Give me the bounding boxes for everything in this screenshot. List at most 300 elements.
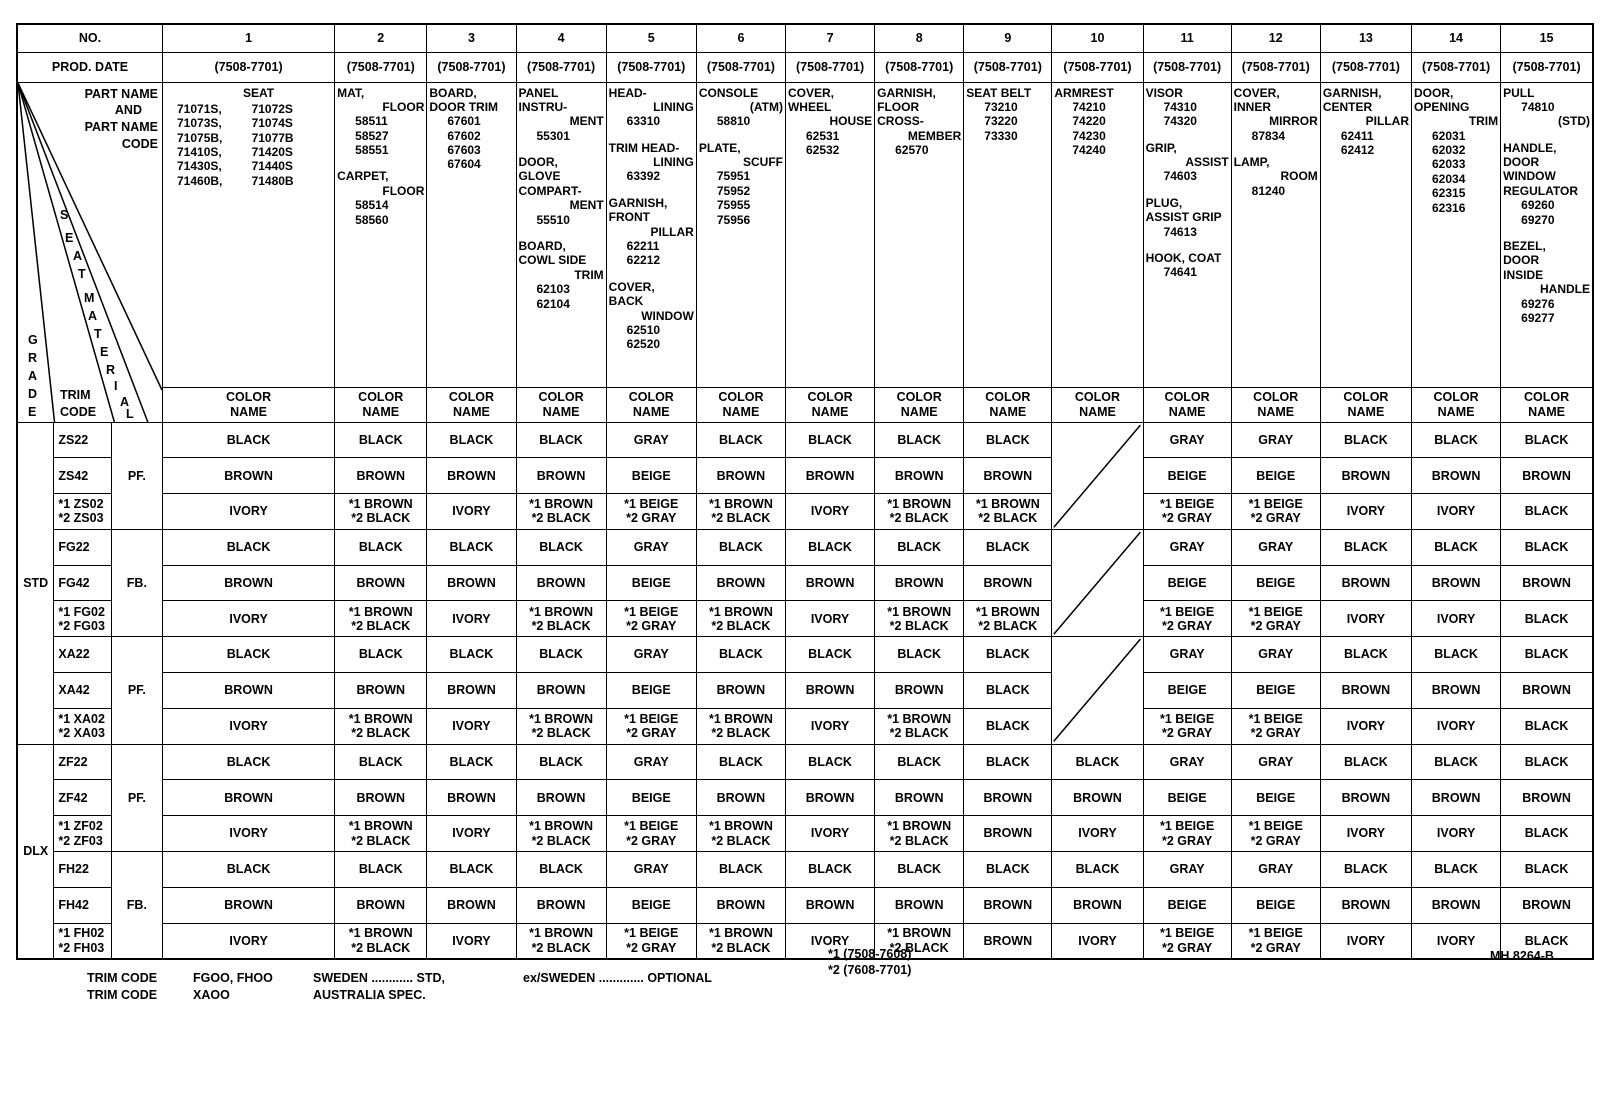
color-cell: BLACK	[1501, 744, 1593, 780]
color-cell: *1 BROWN *2 BLACK	[516, 816, 606, 852]
grade-cell: STD	[17, 422, 54, 744]
col-no: 2	[335, 24, 427, 52]
color-cell: IVORY	[1320, 816, 1411, 852]
seat-material-cell: PF.	[111, 744, 162, 851]
color-cell: BLACK	[335, 744, 427, 780]
color-name-header: COLOR NAME	[516, 387, 606, 422]
color-cell: BLACK	[1501, 816, 1593, 852]
color-cell: BROWN	[1412, 887, 1501, 923]
table-row	[17, 673, 1593, 709]
color-cell: BLACK	[875, 529, 964, 565]
color-cell: BROWN	[516, 458, 606, 494]
color-cell: BROWN	[785, 780, 874, 816]
part-col-12: COVER, INNER MIRROR 87834 LAMP, ROOM 81240	[1231, 82, 1320, 387]
trim-code-cell: *1 XA02 *2 XA03	[54, 708, 111, 744]
color-cell: BLACK	[696, 637, 785, 673]
color-cell: BLACK	[964, 637, 1052, 673]
col-date: (7508-7701)	[785, 52, 874, 82]
australia-note: AUSTRALIA SPEC.	[313, 988, 426, 1002]
prod-date-row	[17, 52, 1593, 82]
color-cell: BLACK	[1412, 529, 1501, 565]
color-cell: IVORY	[785, 816, 874, 852]
color-cell: BROWN	[163, 673, 335, 709]
color-cell: IVORY	[785, 601, 874, 637]
color-cell: BROWN	[516, 673, 606, 709]
color-cell: BLACK	[875, 637, 964, 673]
color-cell: IVORY	[163, 601, 335, 637]
trim-code-cell: FG42	[54, 565, 111, 601]
part-col-7: COVER, WHEEL HOUSE 62531 62532	[785, 82, 874, 387]
color-cell: BROWN	[875, 673, 964, 709]
color-cell: GRAY	[606, 529, 696, 565]
color-cell: BROWN	[1501, 887, 1593, 923]
color-cell: IVORY	[1412, 601, 1501, 637]
color-cell: *1 BEIGE *2 GRAY	[606, 708, 696, 744]
color-cell: BEIGE	[1143, 780, 1231, 816]
color-cell: IVORY	[1320, 494, 1411, 530]
trim-code-cell: *1 FG02 *2 FG03	[54, 601, 111, 637]
color-cell: IVORY	[163, 494, 335, 530]
color-cell: *1 BROWN *2 BLACK	[696, 494, 785, 530]
color-cell: IVORY	[427, 708, 516, 744]
color-cell: IVORY	[785, 708, 874, 744]
color-cell: *1 BEIGE *2 GRAY	[1231, 816, 1320, 852]
color-cell: BROWN	[875, 565, 964, 601]
color-name-header: COLOR NAME	[1320, 387, 1411, 422]
color-cell: BEIGE	[1143, 887, 1231, 923]
color-cell: GRAY	[606, 637, 696, 673]
color-cell: *1 BROWN *2 BLACK	[875, 708, 964, 744]
color-cell: BROWN	[1501, 458, 1593, 494]
color-cell: BLACK	[964, 422, 1052, 458]
color-cell: GRAY	[1143, 529, 1231, 565]
color-cell: BLACK	[1501, 494, 1593, 530]
color-cell: BEIGE	[1231, 673, 1320, 709]
color-cell: BLACK	[785, 529, 874, 565]
trim-code-cell: *1 ZS02 *2 ZS03	[54, 494, 111, 530]
table-row	[17, 637, 1593, 673]
color-cell: BLACK	[427, 529, 516, 565]
color-cell: BROWN	[964, 887, 1052, 923]
color-cell: GRAY	[606, 852, 696, 888]
part-col-11: VISOR 74310 74320 GRIP, ASSIST 74603 PLUG, ASSIST GRIP 74613 HOOK, COAT 74641	[1143, 82, 1231, 387]
color-cell: BEIGE	[606, 565, 696, 601]
table-row	[17, 601, 1593, 637]
col-no: 9	[964, 24, 1052, 52]
color-cell: *1 BROWN *2 BLACK	[516, 708, 606, 744]
sweden-note: SWEDEN ............ STD,	[313, 971, 445, 985]
col-no: 8	[875, 24, 964, 52]
color-cell: BEIGE	[606, 887, 696, 923]
table-row	[17, 529, 1593, 565]
seat-material-letter: M	[84, 290, 95, 305]
color-cell: BEIGE	[1143, 565, 1231, 601]
color-name-row	[17, 387, 1593, 422]
color-cell: BLACK	[696, 852, 785, 888]
color-cell: BROWN	[696, 887, 785, 923]
col-date: (7508-7701)	[1231, 52, 1320, 82]
color-cell: BROWN	[335, 780, 427, 816]
color-cell: BEIGE	[1231, 458, 1320, 494]
color-cell: IVORY	[1052, 923, 1143, 959]
color-cell: GRAY	[1143, 637, 1231, 673]
header-corner	[17, 82, 163, 422]
color-cell: BROWN	[1052, 887, 1143, 923]
color-cell: *1 BROWN *2 BLACK	[335, 816, 427, 852]
color-cell: GRAY	[1231, 637, 1320, 673]
color-cell: BROWN	[696, 565, 785, 601]
col-date: (7508-7701)	[696, 52, 785, 82]
col-no: 1	[163, 24, 335, 52]
color-cell: BROWN	[964, 780, 1052, 816]
color-cell: *1 BEIGE *2 GRAY	[606, 601, 696, 637]
grade-letter: D	[28, 386, 38, 401]
trim-code-cell: ZF22	[54, 744, 111, 780]
color-cell: *1 BROWN *2 BLACK	[516, 923, 606, 959]
color-cell: BLACK	[427, 852, 516, 888]
col-no: 11	[1143, 24, 1231, 52]
part-name-label-2: PART NAME	[84, 119, 158, 134]
color-cell: BROWN	[163, 887, 335, 923]
color-name-header: COLOR NAME	[1052, 387, 1143, 422]
color-cell: IVORY	[163, 708, 335, 744]
col-no: 14	[1412, 24, 1501, 52]
color-cell: BLACK	[335, 852, 427, 888]
trim-code-cell: XA42	[54, 673, 111, 709]
color-cell: *1 BROWN *2 BLACK	[696, 923, 785, 959]
color-cell: BROWN	[696, 673, 785, 709]
color-cell: *1 BROWN *2 BLACK	[335, 601, 427, 637]
color-cell: GRAY	[1143, 422, 1231, 458]
color-cell: BROWN	[1320, 565, 1411, 601]
col-date: (7508-7701)	[335, 52, 427, 82]
col-date: (7508-7701)	[1143, 52, 1231, 82]
prod-date-label: PROD. DATE	[17, 52, 163, 82]
color-cell: BLACK	[964, 744, 1052, 780]
color-cell: BROWN	[516, 780, 606, 816]
color-cell: *1 BEIGE *2 GRAY	[606, 923, 696, 959]
color-cell: *1 BROWN *2 BLACK	[516, 601, 606, 637]
color-cell: *1 BEIGE *2 GRAY	[1143, 923, 1231, 959]
color-cell: IVORY	[1320, 601, 1411, 637]
color-name-header: COLOR NAME	[1501, 387, 1593, 422]
part-col-8: GARNISH, FLOOR CROSS- MEMBER 62570	[875, 82, 964, 387]
color-cell: BROWN	[427, 565, 516, 601]
color-cell: BLACK	[696, 422, 785, 458]
color-cell: IVORY	[1052, 816, 1143, 852]
color-cell: BROWN	[1412, 673, 1501, 709]
number-row	[17, 24, 1593, 52]
color-cell: BROWN	[1320, 887, 1411, 923]
color-name-header: COLOR NAME	[335, 387, 427, 422]
grade-letter: R	[28, 350, 38, 365]
color-cell: BLACK	[964, 673, 1052, 709]
table-row	[17, 458, 1593, 494]
color-cell: *1 BROWN *2 BLACK	[335, 708, 427, 744]
seat-material-letter: T	[78, 266, 86, 281]
color-cell: BEIGE	[1231, 565, 1320, 601]
color-cell: BEIGE	[1231, 780, 1320, 816]
table-row	[17, 422, 1593, 458]
ex-sweden-note: ex/SWEDEN ............. OPTIONAL	[523, 971, 712, 985]
not-applicable-cell	[1052, 422, 1143, 529]
table-row	[17, 816, 1593, 852]
color-cell: *1 BEIGE *2 GRAY	[1143, 816, 1231, 852]
color-cell: BLACK	[1501, 601, 1593, 637]
col-no: 12	[1231, 24, 1320, 52]
color-cell: BLACK	[1320, 637, 1411, 673]
color-cell: BROWN	[785, 458, 874, 494]
color-cell: *1 BROWN *2 BLACK	[696, 816, 785, 852]
color-cell: *1 BROWN *2 BLACK	[875, 601, 964, 637]
color-cell: BROWN	[875, 887, 964, 923]
not-applicable-cell	[1052, 637, 1143, 744]
color-cell: IVORY	[1320, 708, 1411, 744]
color-cell: BROWN	[964, 923, 1052, 959]
seat-material-cell: FB.	[111, 529, 162, 636]
color-cell: GRAY	[1231, 852, 1320, 888]
color-cell: BLACK	[1501, 923, 1593, 959]
color-cell: BLACK	[163, 744, 335, 780]
trim-code-cell: ZS42	[54, 458, 111, 494]
color-cell: BROWN	[335, 887, 427, 923]
color-cell: IVORY	[1412, 816, 1501, 852]
color-cell: *1 BROWN *2 BLACK	[964, 494, 1052, 530]
seat-material-cell: PF.	[111, 422, 162, 529]
color-name-header: COLOR NAME	[427, 387, 516, 422]
color-cell: BROWN	[1412, 458, 1501, 494]
col-date: (7508-7701)	[163, 52, 335, 82]
col-date: (7508-7701)	[606, 52, 696, 82]
color-cell: BLACK	[163, 852, 335, 888]
table-row	[17, 887, 1593, 923]
color-cell: GRAY	[606, 422, 696, 458]
color-cell: BEIGE	[1143, 673, 1231, 709]
color-cell: IVORY	[427, 601, 516, 637]
seat-material-letter: I	[114, 378, 118, 393]
color-cell: BLACK	[1412, 422, 1501, 458]
footnote-1: *1 (7508-7608)	[828, 947, 912, 961]
color-cell: BROWN	[785, 887, 874, 923]
no-label: NO.	[17, 24, 163, 52]
color-cell: BLACK	[1501, 852, 1593, 888]
col-date: (7508-7701)	[1412, 52, 1501, 82]
color-cell: BLACK	[1412, 744, 1501, 780]
color-cell: BLACK	[875, 852, 964, 888]
color-cell: BROWN	[1412, 780, 1501, 816]
seat-material-letter: E	[100, 344, 109, 359]
color-cell: IVORY	[785, 923, 874, 959]
color-cell: BROWN	[785, 565, 874, 601]
color-cell: IVORY	[1412, 923, 1501, 959]
color-cell: IVORY	[1320, 923, 1411, 959]
footnote-2: *2 (7608-7701)	[828, 963, 912, 977]
color-cell: BROWN	[427, 780, 516, 816]
col-no: 10	[1052, 24, 1143, 52]
color-cell: BLACK	[1412, 637, 1501, 673]
color-cell: IVORY	[163, 923, 335, 959]
color-cell: *1 BEIGE *2 GRAY	[1143, 601, 1231, 637]
col-date: (7508-7701)	[516, 52, 606, 82]
color-cell: BROWN	[964, 458, 1052, 494]
color-cell: BROWN	[335, 565, 427, 601]
seat-material-letter: A	[120, 394, 130, 409]
col-no: 7	[785, 24, 874, 52]
color-cell: GRAY	[1143, 852, 1231, 888]
color-cell: BROWN	[785, 673, 874, 709]
trim-code-cell: FH42	[54, 887, 111, 923]
col-no: 13	[1320, 24, 1411, 52]
table-row	[17, 852, 1593, 888]
color-cell: BLACK	[516, 529, 606, 565]
part-col-5: HEAD- LINING 63310 TRIM HEAD- LINING 63392 GARNISH, FRONT PILLAR 62211 62212 COVER, BACK WINDOW 62510 62520	[606, 82, 696, 387]
color-cell: BROWN	[163, 565, 335, 601]
code-label: CODE	[121, 136, 158, 151]
color-name-header: COLOR NAME	[964, 387, 1052, 422]
color-cell: BLACK	[964, 852, 1052, 888]
color-cell: BROWN	[1320, 780, 1411, 816]
color-cell: BLACK	[516, 422, 606, 458]
color-cell: IVORY	[1412, 494, 1501, 530]
seat-material-cell: PF.	[111, 637, 162, 744]
color-cell: BLACK	[1052, 852, 1143, 888]
color-cell: BLACK	[1320, 422, 1411, 458]
color-cell: *1 BEIGE *2 GRAY	[1143, 708, 1231, 744]
trim-code-cell: *1 ZF02 *2 ZF03	[54, 816, 111, 852]
table-row	[17, 923, 1593, 959]
color-cell: *1 BROWN *2 BLACK	[696, 601, 785, 637]
diagonal-slash	[1052, 530, 1142, 636]
color-name-header: COLOR NAME	[1412, 387, 1501, 422]
color-cell: BLACK	[163, 422, 335, 458]
color-cell: BEIGE	[606, 780, 696, 816]
part-col-3: BOARD, DOOR TRIM 67601 67602 67603 67604	[427, 82, 516, 387]
color-cell: BLACK	[785, 422, 874, 458]
color-cell: *1 BEIGE *2 GRAY	[1231, 494, 1320, 530]
part-col-2: MAT, FLOOR 58511 58527 58551 CARPET, FLOOR 58514 58560	[335, 82, 427, 387]
col-date: (7508-7701)	[964, 52, 1052, 82]
color-cell: GRAY	[1231, 744, 1320, 780]
seat-material-letter: A	[88, 308, 98, 323]
trim-color-table	[16, 23, 1594, 960]
color-cell: *1 BROWN *2 BLACK	[335, 494, 427, 530]
color-cell: GRAY	[606, 744, 696, 780]
color-cell: BLACK	[1501, 422, 1593, 458]
color-cell: BLACK	[696, 529, 785, 565]
color-cell: BROWN	[163, 780, 335, 816]
color-cell: BROWN	[1501, 780, 1593, 816]
color-cell: BEIGE	[606, 673, 696, 709]
part-col-4: PANEL INSTRU- MENT 55301 DOOR, GLOVE COMPART- MENT 55510 BOARD, COWL SIDE TRIM 62103 62104	[516, 82, 606, 387]
color-cell: BROWN	[875, 780, 964, 816]
color-cell: *1 BEIGE *2 GRAY	[1143, 494, 1231, 530]
table-row	[17, 708, 1593, 744]
color-cell: BROWN	[1320, 458, 1411, 494]
part-name-row	[17, 82, 1593, 387]
color-cell: BLACK	[163, 529, 335, 565]
color-cell: BROWN	[1052, 780, 1143, 816]
color-cell: BROWN	[696, 780, 785, 816]
color-cell: BROWN	[427, 458, 516, 494]
not-applicable-cell	[1052, 529, 1143, 636]
color-cell: IVORY	[1412, 708, 1501, 744]
color-cell: BLACK	[516, 637, 606, 673]
color-cell: BLACK	[427, 422, 516, 458]
table-row	[17, 744, 1593, 780]
color-cell: BLACK	[964, 529, 1052, 565]
color-cell: BLACK	[1501, 529, 1593, 565]
color-name-header: COLOR NAME	[606, 387, 696, 422]
color-cell: *1 BROWN *2 BLACK	[696, 708, 785, 744]
part-col-14: DOOR, OPENING TRIM 62031 62032 62033 62034 62315 62316	[1412, 82, 1501, 387]
trim-code-cell: FG22	[54, 529, 111, 565]
color-cell: BLACK	[696, 744, 785, 780]
color-cell: BLACK	[785, 852, 874, 888]
trim-label: TRIM	[60, 387, 91, 402]
seat-material-letter: E	[65, 230, 74, 245]
color-cell: BLACK	[163, 637, 335, 673]
color-cell: BEIGE	[606, 458, 696, 494]
color-cell: BLACK	[516, 852, 606, 888]
color-cell: *1 BROWN *2 BLACK	[335, 923, 427, 959]
trim-code-cell: ZF42	[54, 780, 111, 816]
col-no: 3	[427, 24, 516, 52]
trim-code-label-2: TRIM CODE	[87, 988, 158, 1002]
color-cell: BROWN	[875, 458, 964, 494]
col-date: (7508-7701)	[1501, 52, 1593, 82]
color-cell: BROWN	[335, 673, 427, 709]
trim-code-label: TRIM CODE	[87, 971, 158, 985]
color-cell: BLACK	[335, 422, 427, 458]
color-cell: *1 BROWN *2 BLACK	[964, 601, 1052, 637]
color-cell: BLACK	[335, 529, 427, 565]
trim-code-cell: ZS22	[54, 422, 111, 458]
color-cell: BLACK	[427, 744, 516, 780]
color-cell: BLACK	[1412, 852, 1501, 888]
color-cell: BROWN	[1412, 565, 1501, 601]
color-cell: BEIGE	[1143, 458, 1231, 494]
color-cell: *1 BROWN *2 BLACK	[875, 816, 964, 852]
color-cell: IVORY	[427, 816, 516, 852]
color-cell: *1 BEIGE *2 GRAY	[1231, 923, 1320, 959]
color-cell: BLACK	[1501, 708, 1593, 744]
seat-material-letter: R	[106, 362, 116, 377]
color-cell: BLACK	[1320, 744, 1411, 780]
color-cell: *1 BEIGE *2 GRAY	[1231, 708, 1320, 744]
col-no: 5	[606, 24, 696, 52]
grade-cell: DLX	[17, 744, 54, 959]
document-id: MH 8264-B	[1490, 949, 1554, 963]
color-name-header: COLOR NAME	[163, 387, 335, 422]
table-row	[17, 780, 1593, 816]
color-cell: BROWN	[1320, 673, 1411, 709]
color-cell: BROWN	[427, 673, 516, 709]
color-cell: BLACK	[875, 744, 964, 780]
color-cell: BLACK	[785, 744, 874, 780]
grade-letter: G	[28, 332, 38, 347]
color-cell: BROWN	[696, 458, 785, 494]
color-name-header: COLOR NAME	[1231, 387, 1320, 422]
color-cell: BLACK	[1320, 852, 1411, 888]
color-cell: BLACK	[335, 637, 427, 673]
grade-letter: E	[28, 404, 37, 419]
trim-code-cell: XA22	[54, 637, 111, 673]
color-cell: *1 BEIGE *2 GRAY	[1231, 601, 1320, 637]
color-cell: BROWN	[335, 458, 427, 494]
diagonal-slash	[1052, 637, 1142, 743]
color-cell: *1 BEIGE *2 GRAY	[606, 494, 696, 530]
color-cell: BLACK	[427, 637, 516, 673]
